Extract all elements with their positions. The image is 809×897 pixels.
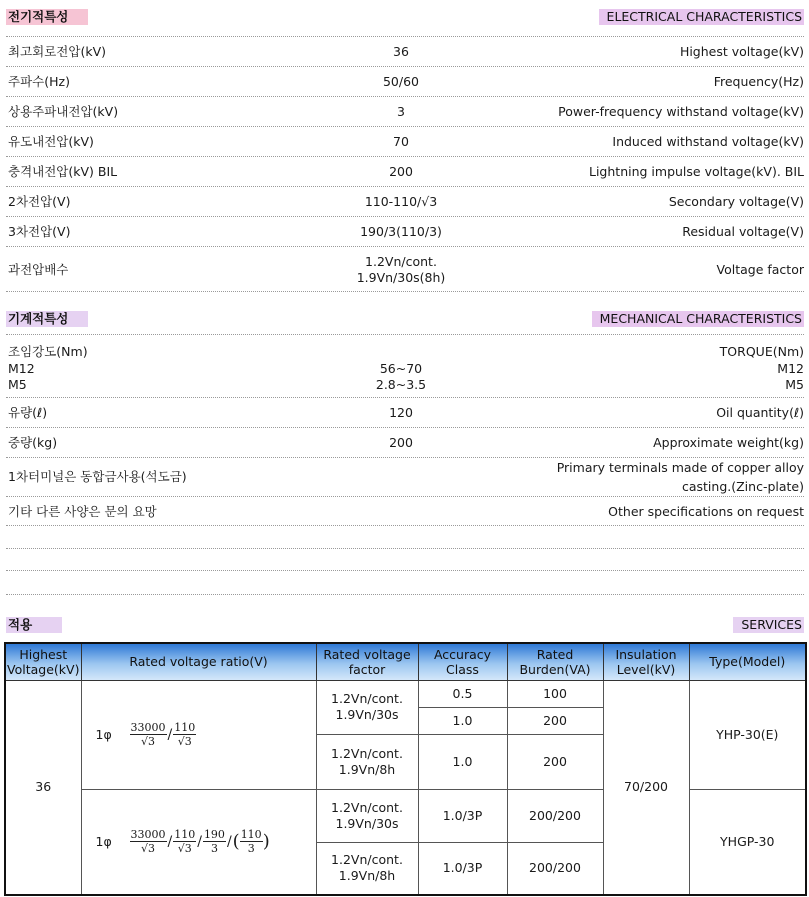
mechanical-title-ko: 기계적특성 — [6, 311, 88, 327]
table-row — [5, 680, 806, 707]
spec-label-en: Approximate weight(kg) — [653, 435, 804, 450]
table-header-row — [5, 643, 806, 680]
torque-row — [6, 335, 804, 398]
electrical-title-en: ELECTRICAL CHARACTERISTICS — [599, 9, 804, 25]
services-title-en: SERVICES — [733, 617, 804, 633]
electrical-title-ko: 전기적특성 — [6, 9, 88, 25]
spec-label-ko: 상용주파내전압(kV) — [8, 104, 119, 119]
spec-label-en: Power-frequency withstand voltage(kV) — [558, 104, 804, 119]
spec-label-en: Oil quantity(ℓ) — [716, 405, 804, 420]
spec-row — [6, 398, 804, 428]
header-type-model: Type(Model) — [689, 643, 806, 680]
other-label-en: Other specifications on request — [608, 504, 804, 519]
burden-cell: 100 — [507, 680, 603, 707]
spec-row — [6, 217, 804, 247]
accuracy-cell: 1.0 — [418, 734, 507, 789]
burden-cell: 200/200 — [507, 789, 603, 842]
fraction: $\frac{110}{√3}$ — [174, 828, 196, 856]
phase-symbol: 1φ — [95, 726, 112, 742]
spec-label-en: Highest voltage(kV) — [679, 44, 804, 59]
spec-label-en: Frequency(Hz) — [713, 74, 804, 89]
spec-value: 110-110/√3 — [364, 194, 438, 209]
spec-row — [6, 157, 804, 187]
spec-label-en: Voltage factor — [716, 262, 804, 277]
spec-label-ko: 중량(kg) — [8, 435, 58, 450]
m5-label: M5 — [8, 377, 27, 392]
factor-line-2: 1.9Vn/30s(8h) — [356, 270, 446, 285]
torque-label-en: TORQUE(Nm) — [719, 344, 804, 359]
ratio-cell: 1φ $\frac{33000}{√3}$ / $\frac{110}{√3}$ / $\frac{190}{3}$ / ( $\frac{110}{3}$ ) — [81, 789, 316, 895]
fraction: $\frac{190}{3}$ — [203, 828, 225, 856]
spec-value: 36 — [393, 44, 409, 59]
spec-label-ko: 주파수(Hz) — [8, 74, 70, 89]
spec-label-en: Secondary voltage(V) — [668, 194, 804, 209]
divider — [6, 570, 804, 571]
highest-voltage-cell: 36 — [5, 680, 81, 895]
terminals-label-en-1: Primary terminals made of copper alloy — [556, 460, 804, 475]
terminals-label-en-2: casting.(Zinc-plate) — [681, 479, 804, 494]
spec-label-ko: 과전압배수 — [8, 262, 69, 277]
spec-value: 3 — [397, 104, 405, 119]
m5-value: 2.8~3.5 — [375, 377, 427, 392]
accuracy-cell: 1.0/3P — [418, 789, 507, 842]
spec-value: 70 — [393, 134, 409, 149]
mechanical-title-en: MECHANICAL CHARACTERISTICS — [592, 311, 804, 327]
spec-value: 200 — [389, 164, 413, 179]
accuracy-cell: 1.0 — [418, 707, 507, 734]
factor-line-1: 1.2Vn/cont. — [365, 254, 437, 269]
model-cell: YHGP-30 — [689, 789, 806, 895]
m12-label: M12 — [8, 361, 35, 376]
m12-label-en: M12 — [777, 361, 804, 376]
header-rated-factor: Rated voltage factor — [316, 643, 418, 680]
spec-label-ko: 충격내전압(kV) BIL — [8, 164, 118, 179]
m5-label-en: M5 — [785, 377, 804, 392]
fraction: $\frac{33000}{√3}$ — [130, 721, 166, 748]
accuracy-cell: 1.0/3P — [418, 842, 507, 895]
spec-row — [6, 67, 804, 97]
torque-label-ko: 조임강도(Nm) — [8, 344, 88, 359]
spec-row — [6, 97, 804, 127]
terminals-row — [6, 458, 804, 497]
divider — [6, 594, 804, 595]
phase-symbol: 1φ — [95, 833, 112, 849]
spec-label-ko: 2차전압(V) — [8, 194, 71, 209]
burden-cell: 200/200 — [507, 842, 603, 895]
spec-value — [6, 254, 796, 286]
m12-value: 56~70 — [379, 361, 423, 376]
burden-cell: 200 — [507, 734, 603, 789]
insulation-cell: 70/200 — [603, 680, 689, 895]
spec-label-en: Induced withstand voltage(kV) — [612, 134, 804, 149]
model-cell: YHP-30(E) — [689, 680, 806, 789]
fraction: $\frac{33000}{√3}$ — [130, 828, 166, 856]
header-rated-ratio: Rated voltage ratio(V) — [81, 643, 316, 680]
header-highest-voltage: Highest Voltage(kV) — [5, 643, 81, 680]
spec-label-ko: 유도내전압(kV) — [8, 134, 94, 149]
factor-cell: 1.2Vn/cont. 1.9Vn/8h — [316, 842, 418, 895]
header-insulation-level: Insulation Level(kV) — [603, 643, 689, 680]
header-rated-burden: Rated Burden(VA) — [507, 643, 603, 680]
spec-row — [6, 37, 804, 67]
services-table — [4, 642, 807, 896]
divider — [6, 548, 804, 549]
spec-label-en: Lightning impulse voltage(kV). BIL — [589, 164, 804, 179]
spec-row — [6, 428, 804, 458]
spec-value: 200 — [389, 435, 413, 450]
spec-value: 120 — [389, 405, 413, 420]
spec-value: 190/3(110/3) — [360, 224, 442, 239]
spec-row — [6, 187, 804, 217]
other-label-ko: 기타 다른 사양은 문의 요망 — [8, 504, 157, 519]
spec-label-en: Residual voltage(V) — [682, 224, 804, 239]
ratio-cell: 1φ $\frac{33000}{√3}$ / $\frac{110}{√3}$ — [81, 680, 316, 789]
fraction: $\frac{110}{3}$ — [240, 828, 262, 856]
accuracy-cell: 0.5 — [418, 680, 507, 707]
burden-cell: 200 — [507, 707, 603, 734]
fraction: $\frac{110}{√3}$ — [174, 721, 196, 748]
services-title-ko: 적용 — [6, 617, 62, 633]
spec-row-voltage-factor — [6, 247, 804, 292]
spec-row — [6, 127, 804, 157]
other-row — [6, 497, 804, 526]
spec-value: 50/60 — [382, 74, 420, 89]
spec-label-ko: 3차전압(V) — [8, 224, 71, 239]
header-accuracy-class: Accuracy Class — [418, 643, 507, 680]
spec-label-ko: 최고회로전압(kV) — [8, 44, 106, 59]
spec-label-ko: 유량(ℓ) — [8, 405, 48, 420]
factor-cell: 1.2Vn/cont. 1.9Vn/8h — [316, 734, 418, 789]
terminals-label-ko: 1차터미널은 동합금사용(석도금) — [8, 469, 187, 484]
factor-cell: 1.2Vn/cont. 1.9Vn/30s — [316, 789, 418, 842]
factor-cell: 1.2Vn/cont. 1.9Vn/30s — [316, 680, 418, 734]
